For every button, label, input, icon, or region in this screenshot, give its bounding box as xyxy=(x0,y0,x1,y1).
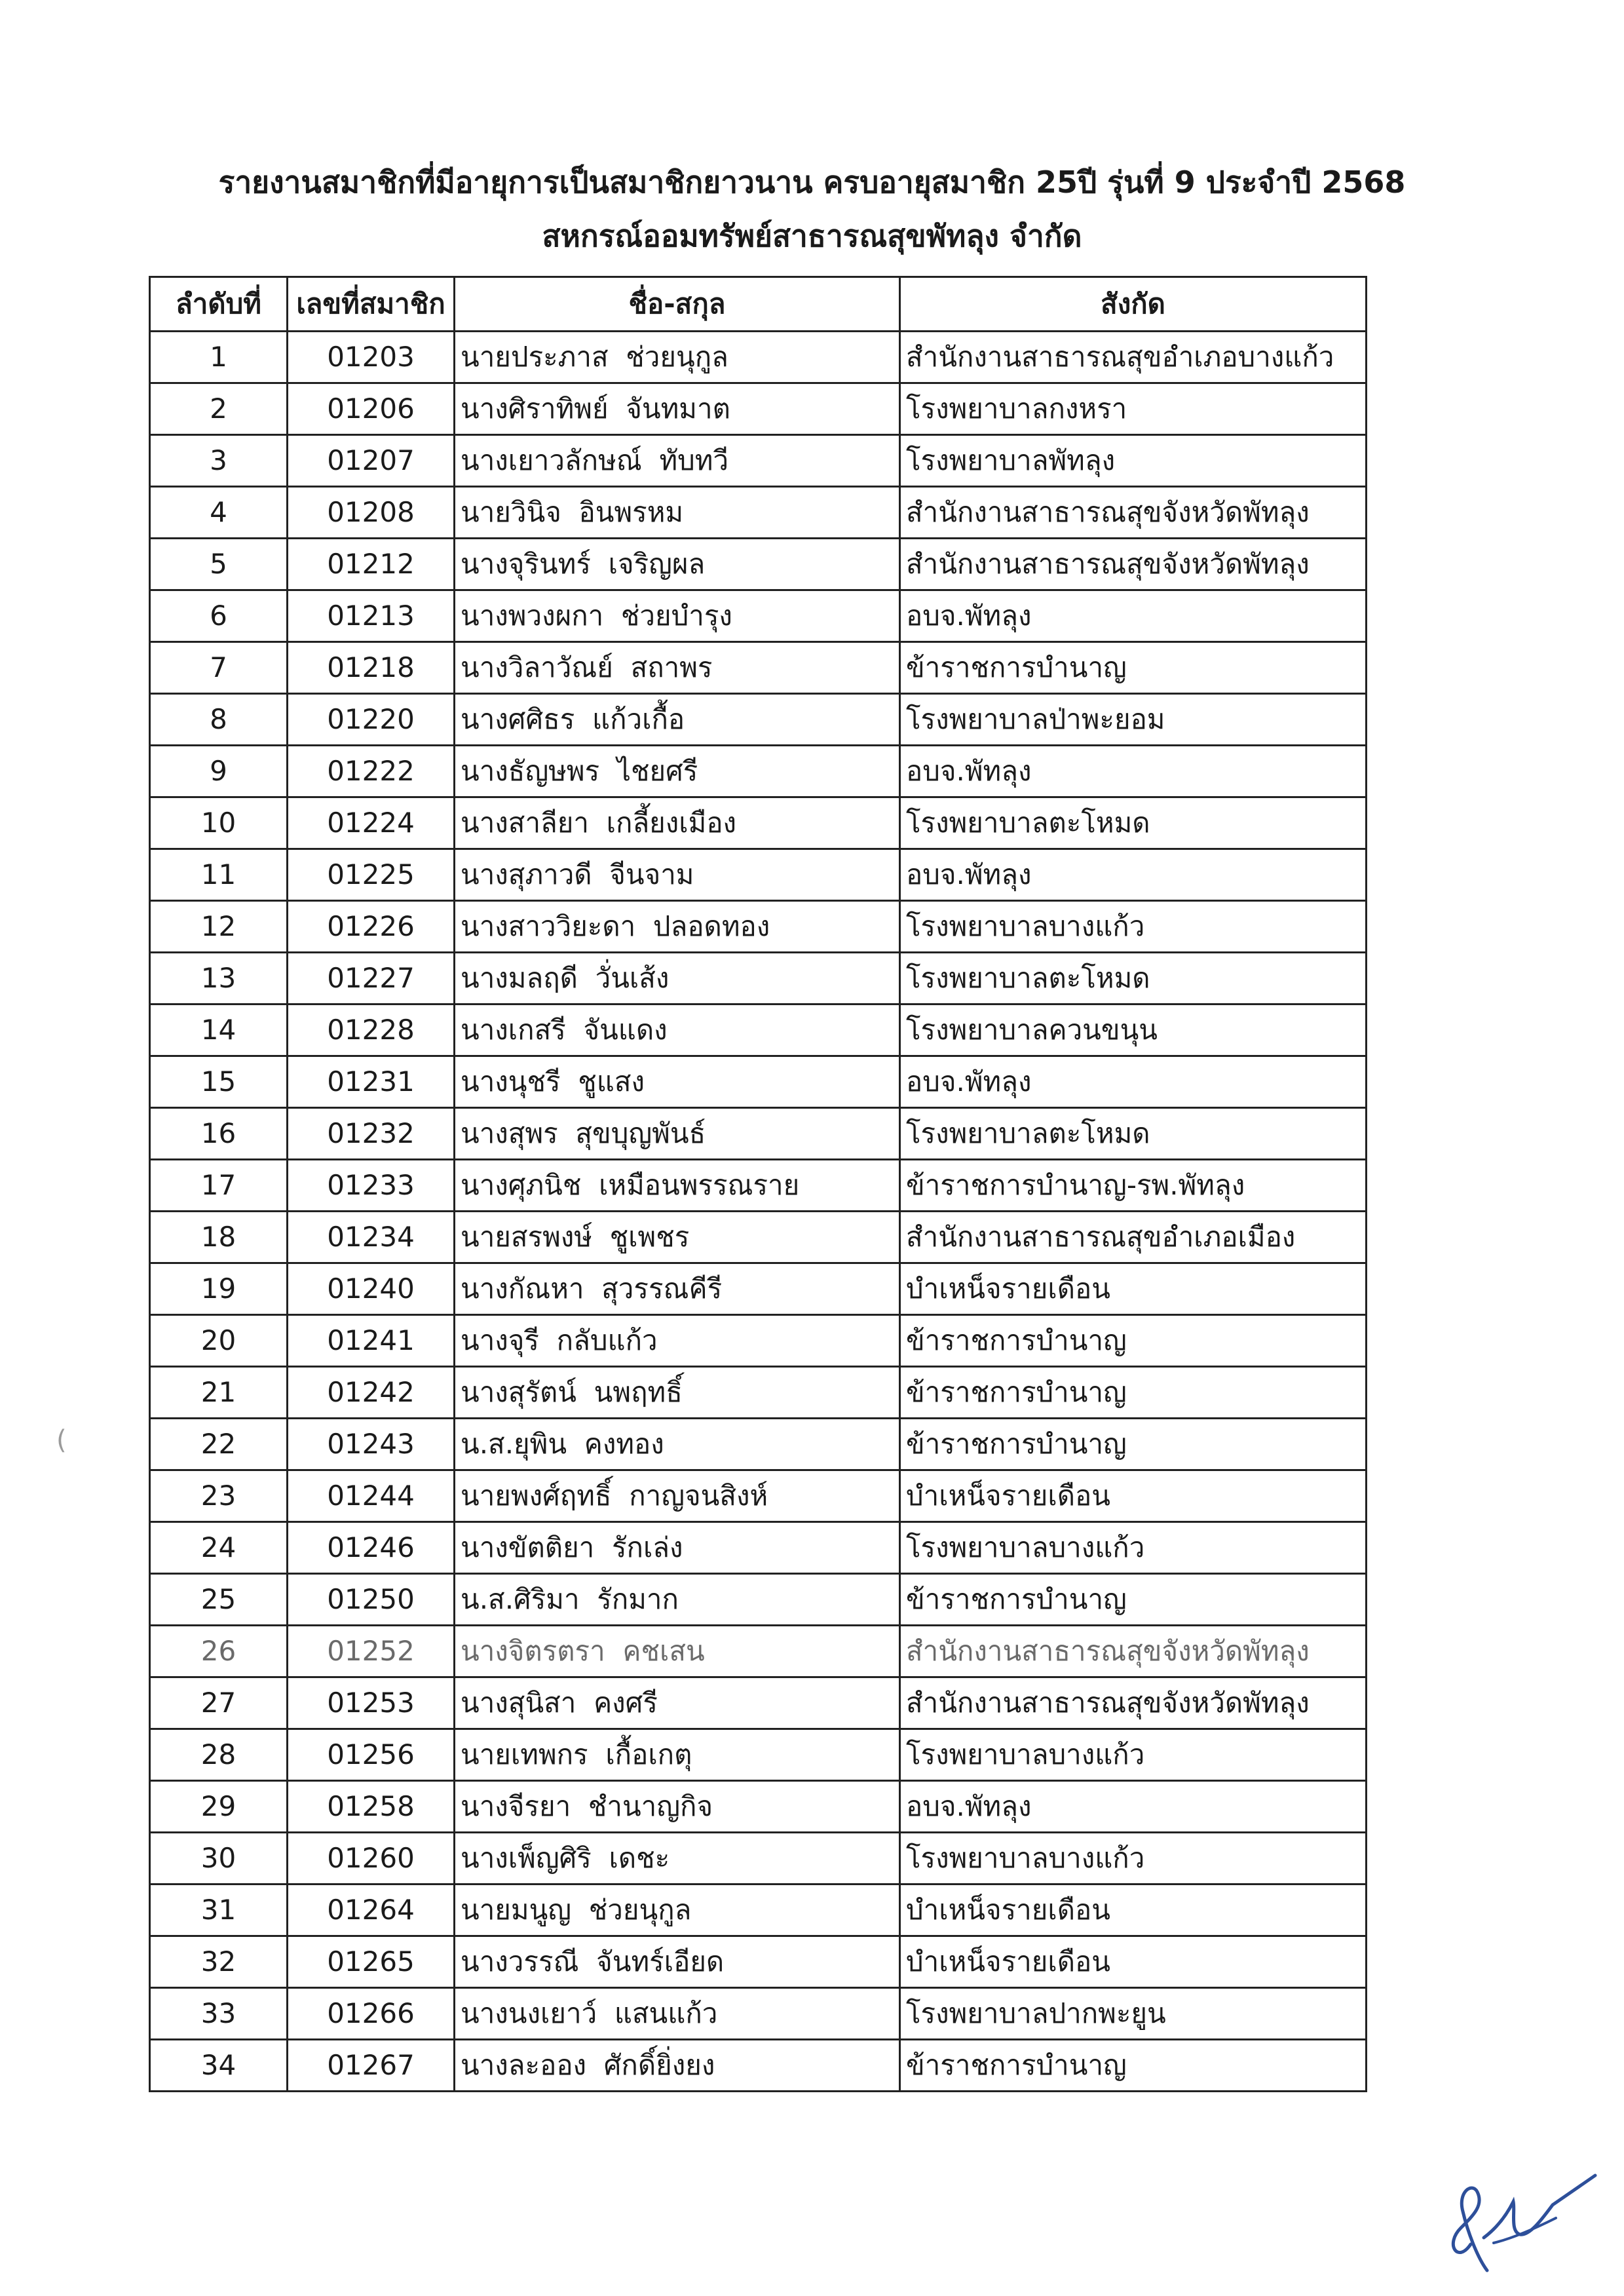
table-body xyxy=(150,332,1367,2092)
cell-name: นางศศิธร แก้วเกื้อ xyxy=(455,694,900,746)
cell-seq: 7 xyxy=(150,642,288,694)
cell-name: นางมลฤดี วั่นเส้ง xyxy=(455,953,900,1004)
cell-affiliation: ข้าราชการบำนาญ xyxy=(900,1367,1367,1419)
cell-affiliation: อบจ.พัทลุง xyxy=(900,849,1367,901)
cell-member-id: 01228 xyxy=(288,1004,455,1056)
cell-seq: 22 xyxy=(150,1419,288,1470)
cell-seq: 13 xyxy=(150,953,288,1004)
cell-affiliation: ข้าราชการบำนาญ xyxy=(900,1419,1367,1470)
column-header-seq: ลำดับที่ xyxy=(150,277,288,332)
cell-name: นางวิลาวัณย์ สถาพร xyxy=(455,642,900,694)
cell-affiliation: บำเหน็จรายเดือน xyxy=(900,1470,1367,1522)
table-row xyxy=(150,1004,1367,1056)
table-row xyxy=(150,1470,1367,1522)
cell-seq: 16 xyxy=(150,1108,288,1160)
cell-affiliation: สำนักงานสาธารณสุขจังหวัดพัทลุง xyxy=(900,1677,1367,1729)
cell-member-id: 01265 xyxy=(288,1936,455,1988)
table-row xyxy=(150,1108,1367,1160)
cell-affiliation: บำเหน็จรายเดือน xyxy=(900,1263,1367,1315)
cell-name: นางศุภนิช เหมือนพรรณราย xyxy=(455,1160,900,1212)
column-header-name: ชื่อ-สกุล xyxy=(455,277,900,332)
cell-affiliation: โรงพยาบาลพัทลุง xyxy=(900,435,1367,487)
cell-seq: 17 xyxy=(150,1160,288,1212)
table-row xyxy=(150,901,1367,953)
cell-name: นางจุรินทร์ เจริญผล xyxy=(455,539,900,590)
table-row xyxy=(150,1263,1367,1315)
cell-name: นางสุพร สุขบุญพันธ์ xyxy=(455,1108,900,1160)
handwritten-signature-icon xyxy=(1431,2166,1602,2284)
scan-mark: ( xyxy=(56,1425,67,1455)
table-row xyxy=(150,1781,1367,1833)
cell-name: นางจุรี กลับแก้ว xyxy=(455,1315,900,1367)
cell-seq: 20 xyxy=(150,1315,288,1367)
table-row xyxy=(150,1419,1367,1470)
cell-name: นางละออง ศักดิ์ยิ่งยง xyxy=(455,2040,900,2092)
cell-name: นางพวงผกา ช่วยบำรุง xyxy=(455,590,900,642)
cell-name: นางสุรัตน์ นพฤทธิ์ xyxy=(455,1367,900,1419)
column-header-affiliation: สังกัด xyxy=(900,277,1367,332)
cell-member-id: 01246 xyxy=(288,1522,455,1574)
table-row xyxy=(150,1936,1367,1988)
table-row xyxy=(150,1212,1367,1263)
organization-name: สหกรณ์ออมทรัพย์สาธารณสุขพัทลุง จำกัด xyxy=(542,218,1082,254)
cell-affiliation: บำเหน็จรายเดือน xyxy=(900,1936,1367,1988)
cell-seq: 6 xyxy=(150,590,288,642)
cell-affiliation: สำนักงานสาธารณสุขอำเภอเมือง xyxy=(900,1212,1367,1263)
cell-name: นางสุนิสา คงศรี xyxy=(455,1677,900,1729)
cell-name: นางนงเยาว์ แสนแก้ว xyxy=(455,1988,900,2040)
cell-member-id: 01252 xyxy=(288,1626,455,1677)
cell-seq: 2 xyxy=(150,383,288,435)
cell-seq: 9 xyxy=(150,746,288,797)
table-row xyxy=(150,1677,1367,1729)
cell-affiliation: อบจ.พัทลุง xyxy=(900,746,1367,797)
cell-member-id: 01250 xyxy=(288,1574,455,1626)
table-row xyxy=(150,642,1367,694)
cell-seq: 11 xyxy=(150,849,288,901)
cell-affiliation: ข้าราชการบำนาญ xyxy=(900,1315,1367,1367)
cell-name: นางธัญษพร ไชยศรี xyxy=(455,746,900,797)
cell-affiliation: โรงพยาบาลปากพะยูน xyxy=(900,1988,1367,2040)
cell-seq: 19 xyxy=(150,1263,288,1315)
cell-seq: 28 xyxy=(150,1729,288,1781)
cell-member-id: 01227 xyxy=(288,953,455,1004)
table-row xyxy=(150,1574,1367,1626)
cell-member-id: 01253 xyxy=(288,1677,455,1729)
cell-member-id: 01260 xyxy=(288,1833,455,1885)
cell-affiliation: ข้าราชการบำนาญ xyxy=(900,2040,1367,2092)
cell-seq: 21 xyxy=(150,1367,288,1419)
cell-name: นายเทพกร เกื้อเกตุ xyxy=(455,1729,900,1781)
cell-affiliation: โรงพยาบาลบางแก้ว xyxy=(900,1833,1367,1885)
cell-affiliation: โรงพยาบาลบางแก้ว xyxy=(900,1729,1367,1781)
table-row xyxy=(150,694,1367,746)
cell-member-id: 01207 xyxy=(288,435,455,487)
table-row xyxy=(150,1988,1367,2040)
cell-member-id: 01220 xyxy=(288,694,455,746)
cell-name: นางกัณหา สุวรรณคีรี xyxy=(455,1263,900,1315)
cell-member-id: 01266 xyxy=(288,1988,455,2040)
cell-seq: 29 xyxy=(150,1781,288,1833)
cell-seq: 25 xyxy=(150,1574,288,1626)
cell-affiliation: ข้าราชการบำนาญ xyxy=(900,642,1367,694)
cell-affiliation: อบจ.พัทลุง xyxy=(900,590,1367,642)
column-header-member-id: เลขที่สมาชิก xyxy=(288,277,455,332)
document-title: รายงานสมาชิกที่มีอายุการเป็นสมาชิกยาวนาน ครบอายุสมาชิก 25ปี รุ่นที่ 9 ประจำปี 2568 xyxy=(218,164,1406,200)
table-row xyxy=(150,1315,1367,1367)
table-row xyxy=(150,1522,1367,1574)
cell-name: นางเพ็ญศิริ เดชะ xyxy=(455,1833,900,1885)
cell-member-id: 01206 xyxy=(288,383,455,435)
members-table xyxy=(149,276,1367,2092)
cell-affiliation: โรงพยาบาลบางแก้ว xyxy=(900,1522,1367,1574)
cell-affiliation: โรงพยาบาลป่าพะยอม xyxy=(900,694,1367,746)
cell-affiliation: สำนักงานสาธารณสุขจังหวัดพัทลุง xyxy=(900,487,1367,539)
cell-seq: 12 xyxy=(150,901,288,953)
cell-seq: 34 xyxy=(150,2040,288,2092)
table-row xyxy=(150,1626,1367,1677)
cell-seq: 1 xyxy=(150,332,288,383)
cell-affiliation: สำนักงานสาธารณสุขจังหวัดพัทลุง xyxy=(900,539,1367,590)
cell-seq: 10 xyxy=(150,797,288,849)
cell-name: นายพงศ์ฤทธิ์ กาญจนสิงห์ xyxy=(455,1470,900,1522)
table-row xyxy=(150,1729,1367,1781)
cell-affiliation: โรงพยาบาลตะโหมด xyxy=(900,797,1367,849)
cell-name: นายมนูญ ช่วยนุกูล xyxy=(455,1885,900,1936)
cell-member-id: 01241 xyxy=(288,1315,455,1367)
cell-member-id: 01243 xyxy=(288,1419,455,1470)
table-row xyxy=(150,590,1367,642)
cell-member-id: 01242 xyxy=(288,1367,455,1419)
cell-member-id: 01264 xyxy=(288,1885,455,1936)
cell-seq: 3 xyxy=(150,435,288,487)
cell-member-id: 01222 xyxy=(288,746,455,797)
cell-member-id: 01256 xyxy=(288,1729,455,1781)
cell-affiliation: โรงพยาบาลกงหรา xyxy=(900,383,1367,435)
cell-seq: 14 xyxy=(150,1004,288,1056)
cell-name: นางเกสรี จันแดง xyxy=(455,1004,900,1056)
cell-affiliation: บำเหน็จรายเดือน xyxy=(900,1885,1367,1936)
cell-name: นายประภาส ช่วยนุกูล xyxy=(455,332,900,383)
cell-member-id: 01218 xyxy=(288,642,455,694)
cell-affiliation: ข้าราชการบำนาญ-รพ.พัทลุง xyxy=(900,1160,1367,1212)
table-row xyxy=(150,435,1367,487)
cell-member-id: 01226 xyxy=(288,901,455,953)
cell-seq: 8 xyxy=(150,694,288,746)
cell-member-id: 01267 xyxy=(288,2040,455,2092)
cell-affiliation: โรงพยาบาลบางแก้ว xyxy=(900,901,1367,953)
cell-seq: 18 xyxy=(150,1212,288,1263)
cell-seq: 27 xyxy=(150,1677,288,1729)
table-row xyxy=(150,849,1367,901)
cell-name: นางจีรยา ชำนาญกิจ xyxy=(455,1781,900,1833)
table-row xyxy=(150,1833,1367,1885)
cell-name: นางศิราทิพย์ จันทมาต xyxy=(455,383,900,435)
cell-name: นางขัตติยา รักเล่ง xyxy=(455,1522,900,1574)
cell-seq: 15 xyxy=(150,1056,288,1108)
cell-name: นางสาลียา เกลี้ยงเมือง xyxy=(455,797,900,849)
cell-member-id: 01208 xyxy=(288,487,455,539)
cell-name: นายวินิจ อินพรหม xyxy=(455,487,900,539)
cell-seq: 24 xyxy=(150,1522,288,1574)
cell-name: นางสาววิยะดา ปลอดทอง xyxy=(455,901,900,953)
cell-seq: 5 xyxy=(150,539,288,590)
cell-seq: 4 xyxy=(150,487,288,539)
cell-seq: 30 xyxy=(150,1833,288,1885)
cell-name: นางวรรณี จันทร์เอียด xyxy=(455,1936,900,1988)
table-row xyxy=(150,1885,1367,1936)
cell-affiliation: โรงพยาบาลตะโหมด xyxy=(900,953,1367,1004)
table-row xyxy=(150,332,1367,383)
cell-member-id: 01234 xyxy=(288,1212,455,1263)
table-row xyxy=(150,1367,1367,1419)
cell-seq: 31 xyxy=(150,1885,288,1936)
cell-member-id: 01225 xyxy=(288,849,455,901)
cell-member-id: 01240 xyxy=(288,1263,455,1315)
cell-member-id: 01233 xyxy=(288,1160,455,1212)
table-row xyxy=(150,746,1367,797)
table-row xyxy=(150,383,1367,435)
cell-member-id: 01213 xyxy=(288,590,455,642)
cell-name: นายสรพงษ์ ชูเพชร xyxy=(455,1212,900,1263)
cell-affiliation: อบจ.พัทลุง xyxy=(900,1056,1367,1108)
table-row xyxy=(150,539,1367,590)
cell-affiliation: ข้าราชการบำนาญ xyxy=(900,1574,1367,1626)
cell-member-id: 01203 xyxy=(288,332,455,383)
cell-seq: 23 xyxy=(150,1470,288,1522)
cell-member-id: 01231 xyxy=(288,1056,455,1108)
cell-affiliation: โรงพยาบาลตะโหมด xyxy=(900,1108,1367,1160)
table-row xyxy=(150,487,1367,539)
cell-member-id: 01212 xyxy=(288,539,455,590)
cell-affiliation: สำนักงานสาธารณสุขจังหวัดพัทลุง xyxy=(900,1626,1367,1677)
cell-seq: 32 xyxy=(150,1936,288,1988)
cell-member-id: 01232 xyxy=(288,1108,455,1160)
cell-seq: 26 xyxy=(150,1626,288,1677)
cell-name: นางนุชรี ชูแสง xyxy=(455,1056,900,1108)
cell-member-id: 01258 xyxy=(288,1781,455,1833)
table-row xyxy=(150,797,1367,849)
cell-affiliation: สำนักงานสาธารณสุขอำเภอบางแก้ว xyxy=(900,332,1367,383)
table-row xyxy=(150,1160,1367,1212)
cell-name: น.ส.ยุพิน คงทอง xyxy=(455,1419,900,1470)
cell-name: นางสุภาวดี จีนจาม xyxy=(455,849,900,901)
cell-name: น.ส.ศิริมา รักมาก xyxy=(455,1574,900,1626)
cell-affiliation: โรงพยาบาลควนขนุน xyxy=(900,1004,1367,1056)
cell-seq: 33 xyxy=(150,1988,288,2040)
cell-member-id: 01244 xyxy=(288,1470,455,1522)
cell-name: นางเยาวลักษณ์ ทับทวี xyxy=(455,435,900,487)
cell-member-id: 01224 xyxy=(288,797,455,849)
table-header-row xyxy=(150,277,1367,332)
cell-name: นางจิตรตรา คชเสน xyxy=(455,1626,900,1677)
table-row xyxy=(150,1056,1367,1108)
cell-affiliation: อบจ.พัทลุง xyxy=(900,1781,1367,1833)
table-row xyxy=(150,953,1367,1004)
table-row xyxy=(150,2040,1367,2092)
